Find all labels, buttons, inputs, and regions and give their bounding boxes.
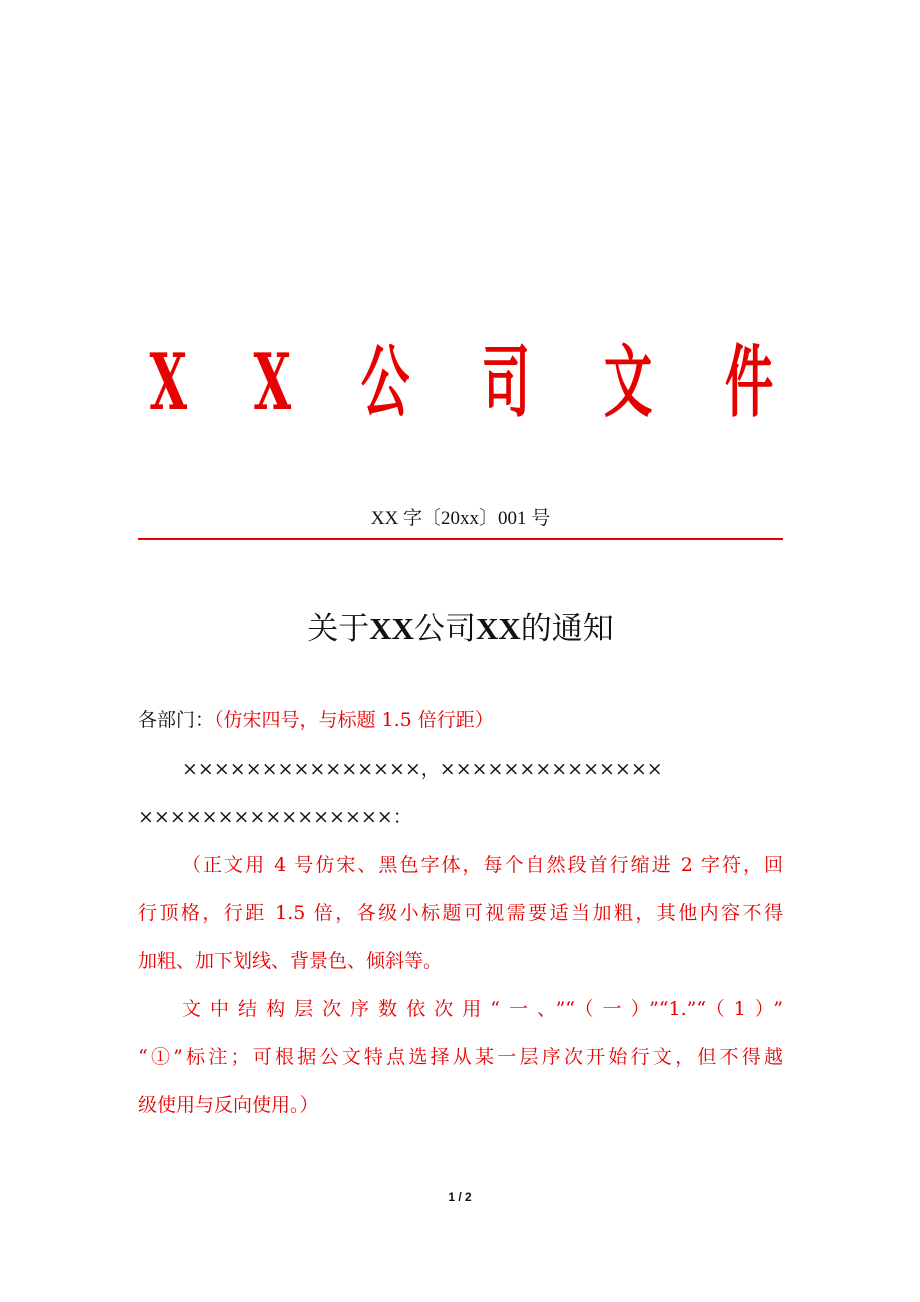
masthead-char: X: [149, 337, 188, 428]
title-part: 的通知: [520, 611, 614, 647]
title-part-bold: XX: [369, 611, 414, 646]
title-part-bold: XX: [476, 611, 521, 646]
salutation: [138, 704, 783, 736]
instruction-line: 文中结构层次序数依次用“一、”“（一）”“1.”“（1）”: [182, 998, 783, 1020]
masthead-char: 件: [724, 337, 774, 428]
masthead-char: 公: [360, 337, 410, 428]
title-part: 关于: [307, 611, 370, 647]
addressee: 各部门：: [138, 709, 215, 731]
masthead-char: 司: [482, 337, 531, 428]
instruction-line: 加粗、加下划线、背景色、倾斜等。: [138, 950, 443, 972]
body-line: ××××××××××××××××：: [138, 806, 412, 828]
instruction-line: 行顶格，行距 1.5 倍，各级小标题可视需要适当加粗，其他内容不得: [138, 902, 783, 924]
document-title: [138, 607, 783, 651]
title-part: 公司: [414, 611, 476, 647]
instruction-line: “①”标注；可根据公文特点选择从某一层序次开始行文，但不得越: [138, 1046, 783, 1068]
masthead-char: X: [253, 337, 291, 428]
red-masthead: [138, 338, 788, 428]
page-indicator: 1 / 2: [448, 1190, 472, 1204]
masthead-char: 文: [603, 337, 652, 428]
document-number: XX 字〔20xx〕001 号: [370, 508, 551, 529]
body-line: ×××××××××××××××，××××××××××××××: [182, 758, 663, 780]
instruction-line: （正文用 4 号仿宋、黑色字体，每个自然段首行缩进 2 字符，回: [182, 854, 783, 876]
format-note: （仿宋四号，与标题 1.5 倍行距）: [214, 709, 494, 731]
instruction-line: 级使用与反向使用。）: [138, 1094, 319, 1116]
red-divider-line: [138, 538, 783, 540]
